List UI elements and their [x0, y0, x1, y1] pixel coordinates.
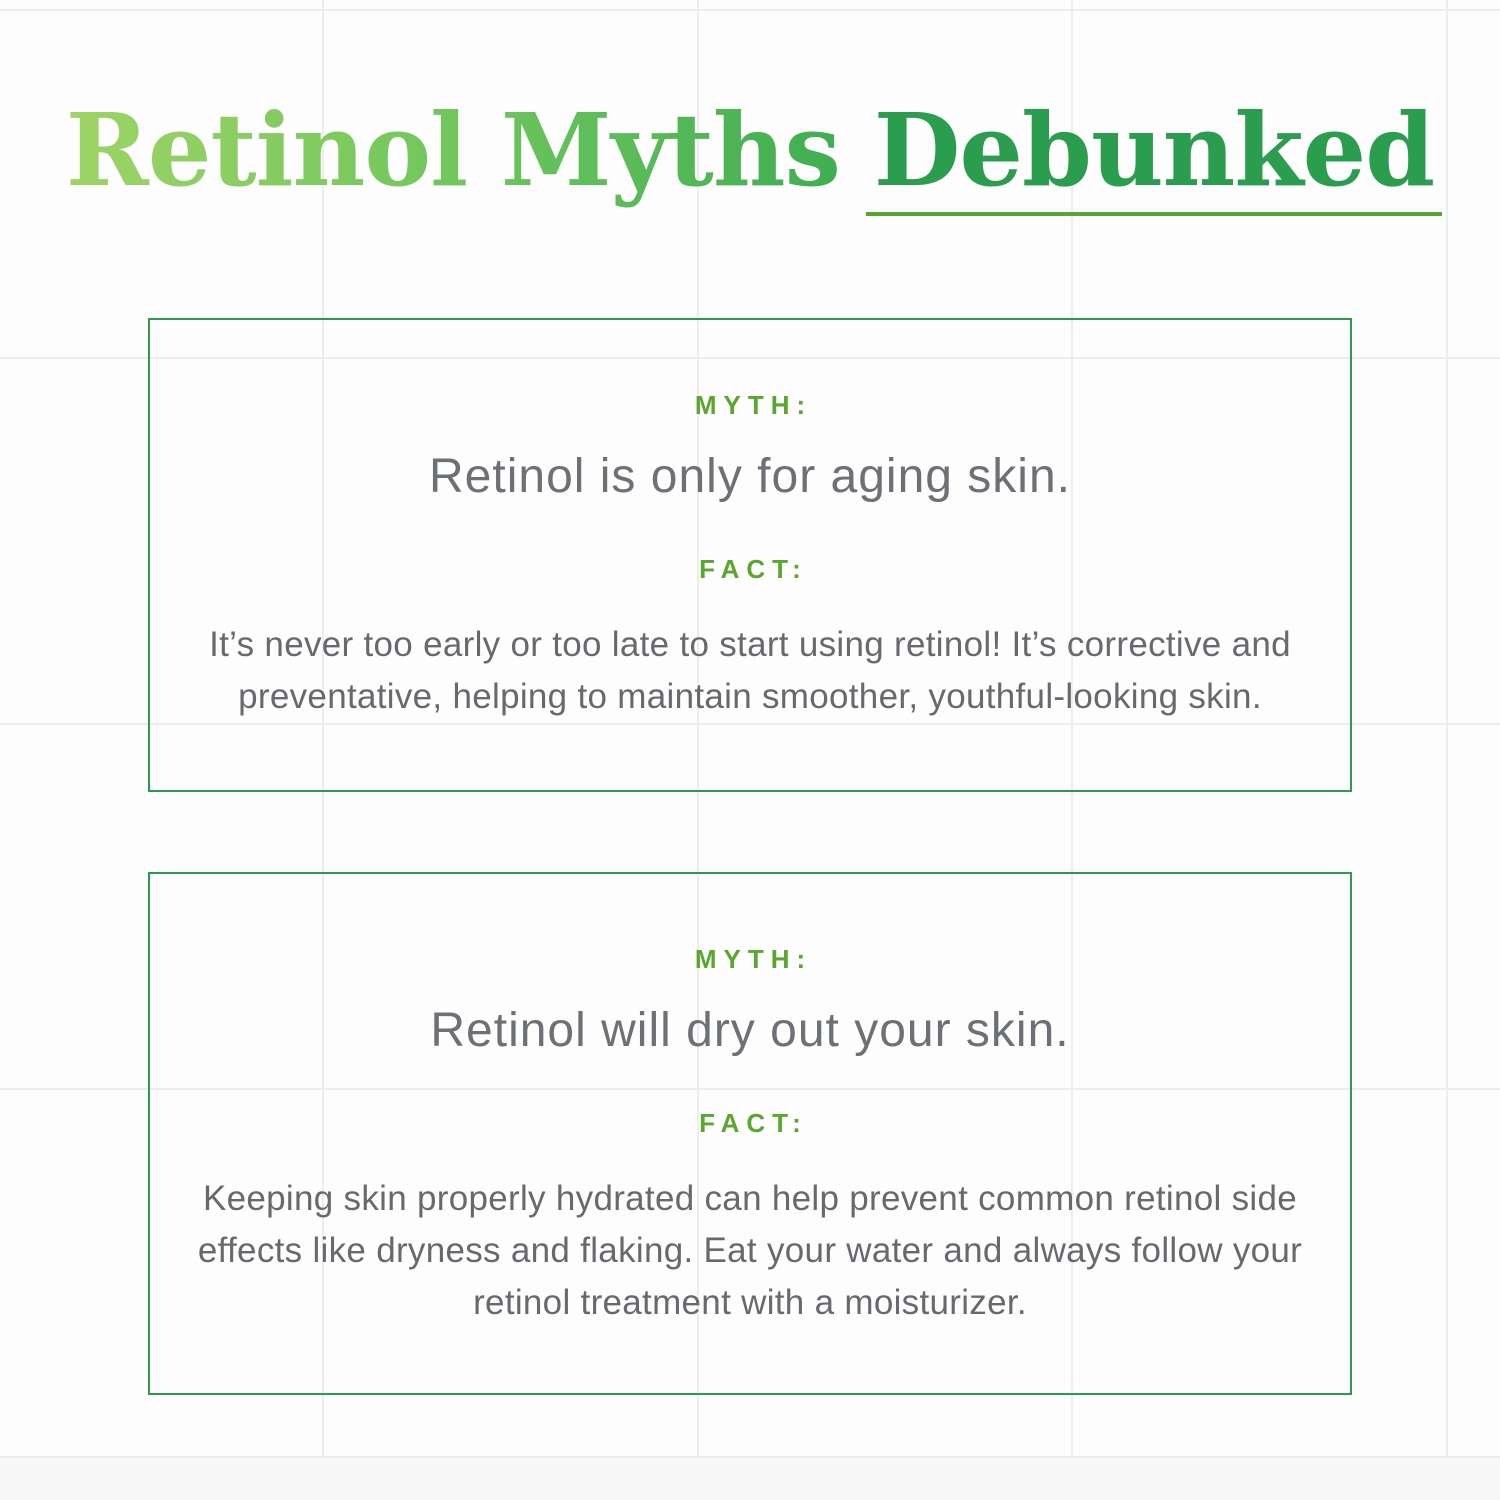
background-gridline-horizontal	[0, 9, 1500, 11]
myth-fact-card-1	[148, 318, 1352, 792]
page-title	[0, 88, 1500, 213]
myth-statement: Retinol will dry out your skin.	[430, 1004, 1070, 1057]
myth-label: MYTH:	[694, 390, 813, 420]
background-gridline-vertical	[1446, 0, 1448, 1500]
fact-label: FACT:	[699, 554, 808, 584]
fact-line: Keeping skin properly hydrated can help prevent common retinol side	[202, 1179, 1298, 1218]
myth-fact-card-2	[148, 872, 1352, 1395]
myth-statement: Retinol is only for aging skin.	[429, 450, 1071, 503]
fact-paragraph	[160, 1173, 1340, 1329]
bottom-margin-strip	[0, 1458, 1500, 1500]
fact-line: preventative, helping to maintain smoother, youthful-looking skin.	[238, 677, 1262, 716]
title-accent-text-underlined: Debunked	[873, 91, 1435, 209]
fact-label: FACT:	[699, 1108, 808, 1138]
fact-line: It’s never too early or too late to start using retinol! It’s corrective and	[209, 625, 1291, 664]
fact-line: effects like dryness and flaking. Eat your water and always follow your	[197, 1231, 1303, 1270]
fact-paragraph	[160, 619, 1340, 723]
myth-label: MYTH:	[694, 944, 813, 974]
title-gradient-text: Retinol Myths	[65, 91, 840, 209]
fact-line: retinol treatment with a moisturizer.	[473, 1283, 1027, 1322]
